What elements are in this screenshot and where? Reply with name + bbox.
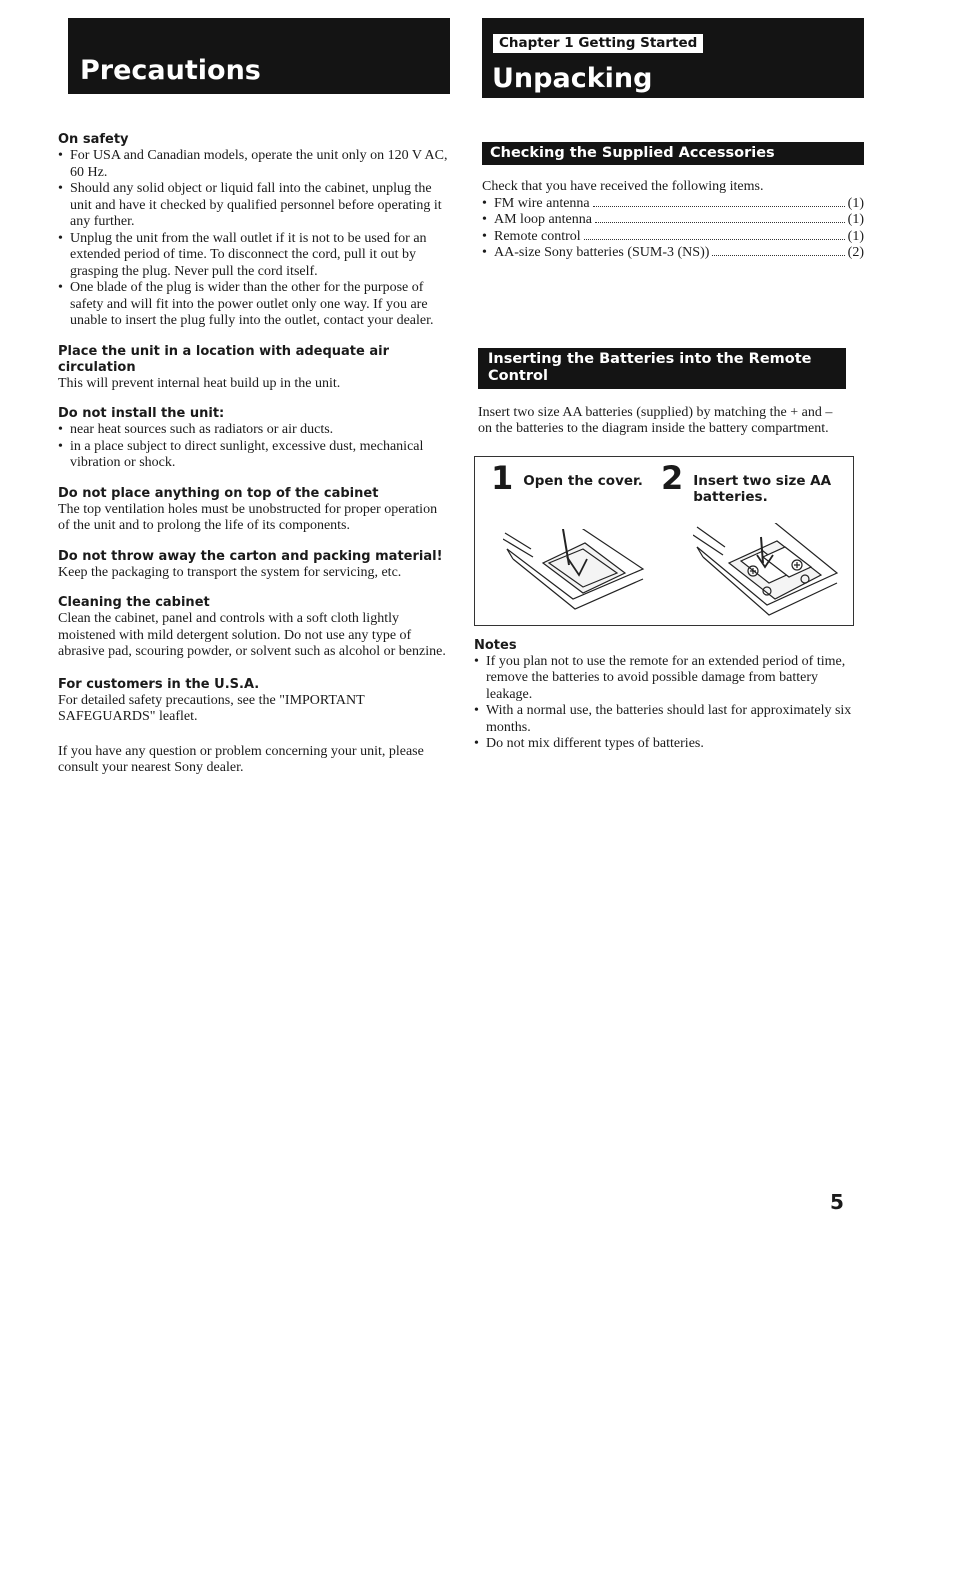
section-top-of-cabinet bbox=[58, 486, 450, 535]
section-do-not-install bbox=[58, 406, 450, 472]
accessories-intro: Check that you have received the following items. bbox=[482, 179, 764, 194]
accessory-label: • AM loop antenna bbox=[494, 212, 592, 227]
accessory-qty: (1) bbox=[847, 195, 864, 211]
install-list bbox=[58, 422, 450, 472]
section-body: Keep the packaging to transport the system for servicing, etc. bbox=[58, 564, 402, 580]
section-heading: Cleaning the cabinet bbox=[58, 595, 210, 610]
unpacking-column bbox=[474, 18, 864, 753]
section-heading: Do not throw away the carton and packing material! bbox=[58, 548, 443, 564]
section-heading: Do not place anything on top of the cabinet bbox=[58, 485, 379, 501]
section-on-safety bbox=[58, 132, 450, 330]
list-item bbox=[482, 229, 864, 246]
section-carton bbox=[58, 549, 450, 582]
list-item: • One blade of the plug is wider than the other for the purpose of safety and will fit into the power outlet only one way. If you are unable to insert the plug fully into the outlet, contact your dealer. bbox=[58, 280, 450, 330]
step-number: 1 bbox=[491, 458, 514, 497]
list-item bbox=[482, 245, 864, 262]
section-cleaning bbox=[58, 595, 450, 661]
step-1 bbox=[491, 458, 643, 497]
section-usa-customers bbox=[58, 677, 450, 726]
step-2 bbox=[661, 458, 833, 505]
leader-dots bbox=[712, 255, 844, 256]
page-number: 5 bbox=[830, 1190, 844, 1214]
batteries-section bbox=[474, 348, 864, 753]
list-item: • Unplug the unit from the wall outlet if it is not to be used for an extended period of time. To disconnect the cord, pull it out by grasping the plug. Never pull the cord itself. bbox=[58, 231, 450, 281]
remote-insert-batteries-illustration bbox=[693, 523, 843, 623]
accessory-qty: (1) bbox=[847, 228, 864, 244]
accessory-qty: (2) bbox=[847, 245, 864, 260]
leader-dots bbox=[595, 222, 845, 223]
notes-section bbox=[474, 638, 864, 753]
leader-dots bbox=[593, 206, 845, 207]
list-item: • near heat sources such as radiators or air ducts. bbox=[58, 422, 450, 439]
section-air-circulation bbox=[58, 344, 450, 393]
section-heading: Do not install the unit: bbox=[58, 406, 225, 421]
chapter-tag: Chapter 1 Getting Started bbox=[492, 33, 704, 54]
section-body: For detailed safety precautions, see the "IMPORTANT SAFEGUARDS" leaflet. bbox=[58, 692, 365, 724]
list-item: • Do not mix different types of batteries. bbox=[474, 736, 864, 753]
safety-list bbox=[58, 148, 450, 330]
leader-dots bbox=[584, 239, 845, 240]
step-text: Open the cover. bbox=[523, 472, 643, 489]
section-heading: On safety bbox=[58, 132, 129, 147]
accessory-label: • AA-size Sony batteries (SUM-3 (NS)) bbox=[494, 245, 710, 260]
accessories-section bbox=[482, 142, 864, 262]
remote-open-cover-illustration bbox=[503, 529, 653, 619]
list-item: • in a place subject to direct sunlight, excessive dust, mechanical vibration or shock. bbox=[58, 439, 450, 472]
accessories-list bbox=[482, 196, 864, 262]
list-item bbox=[482, 196, 864, 213]
unpacking-banner bbox=[482, 18, 864, 98]
list-item: • With a normal use, the batteries should last for approximately six months. bbox=[474, 703, 864, 736]
accessory-label: • Remote control bbox=[494, 228, 581, 244]
section-heading: For customers in the U.S.A. bbox=[58, 676, 260, 692]
list-item: • For USA and Canadian models, operate the unit only on 120 V AC, 60 Hz. bbox=[58, 148, 450, 181]
accessory-qty: (1) bbox=[847, 212, 864, 227]
closing-note: If you have any question or problem concerning your unit, please consult your nearest Sony dealer. bbox=[58, 743, 424, 775]
precautions-column bbox=[58, 18, 450, 777]
list-item: • Should any solid object or liquid fall into the cabinet, unplug the unit and have it checked by qualified personnel before operating it any further. bbox=[58, 181, 450, 231]
batteries-intro: Insert two size AA batteries (supplied) by matching the + and – on the batteries to the diagram inside the battery compartment. bbox=[478, 404, 833, 436]
section-heading: Place the unit in a location with adequate air circulation bbox=[58, 343, 389, 375]
notes-heading: Notes bbox=[474, 637, 517, 653]
battery-steps-figure bbox=[474, 456, 854, 626]
batteries-heading: Inserting the Batteries into the Remote Control bbox=[478, 348, 846, 389]
list-item: • If you plan not to use the remote for an extended period of time, remove the batteries to avoid possible damage from battery leakage. bbox=[474, 654, 864, 704]
step-number: 2 bbox=[661, 458, 684, 497]
notes-list bbox=[474, 654, 864, 753]
unpacking-title: Unpacking bbox=[492, 63, 653, 94]
accessories-heading: Checking the Supplied Accessories bbox=[482, 142, 864, 165]
section-body: The top ventilation holes must be unobstructed for proper operation of the unit and to prolong the life of its components. bbox=[58, 501, 438, 533]
section-body: Clean the cabinet, panel and controls with a soft cloth lightly moistened with mild detergent solution. Do not use any type of abrasive pad, scouring powder, or solvent such as alcohol or benzine. bbox=[58, 611, 446, 659]
step-text: Insert two size AA batteries. bbox=[693, 472, 832, 505]
precautions-banner bbox=[68, 18, 450, 94]
list-item bbox=[482, 212, 864, 229]
accessory-label: • FM wire antenna bbox=[494, 195, 590, 211]
precautions-title: Precautions bbox=[80, 55, 261, 86]
section-body: This will prevent internal heat build up in the unit. bbox=[58, 375, 341, 391]
